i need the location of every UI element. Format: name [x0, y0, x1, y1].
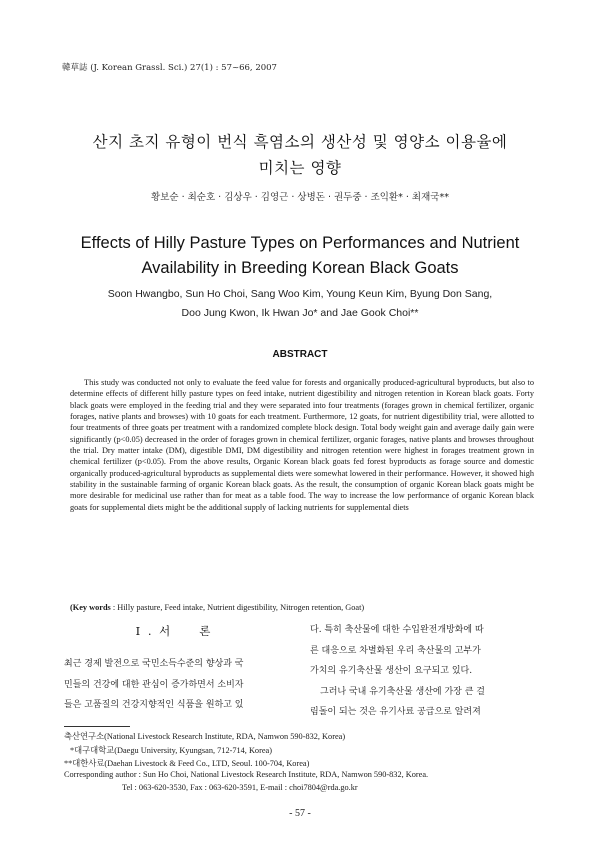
footnote-affiliation-1: 축산연구소(National Livestock Research Institute, RDA, Namwon 590-832, Korea): [64, 732, 346, 741]
english-title-line-2: Availability in Breeding Korean Black Goats: [141, 259, 459, 277]
korean-title-line-2: 미치는 영향: [258, 159, 342, 177]
right-column-line: 그러나 국내 유기축산물 생산에 가장 큰 걸: [320, 686, 485, 697]
left-column: [64, 654, 286, 716]
english-title-line-1: Effects of Hilly Pasture Types on Performances and Nutrient: [80, 234, 520, 252]
footnote-corresponding-author: Corresponding author : Sun Ho Choi, National Livestock Research Institute, RDA, Namwon 590-832, Korea.: [64, 770, 429, 779]
footnote-contact: Tel : 063-620-3530, Fax : 063-620-3591, E-mail : choi7804@rda.go.kr: [122, 783, 358, 792]
keywords-label: (Key words: [70, 603, 111, 612]
left-column-line: 최근 경제 발전으로 국민소득수준의 향상과 국: [64, 659, 244, 669]
section-heading-introduction: I . 서 론: [135, 624, 213, 638]
right-column-line: 다. 특히 축산물에 대한 수입완전개방화에 따: [310, 625, 484, 635]
footnote-affiliation-2: *대구대학교(Daegu University, Kyungsan, 712-714, Korea): [70, 746, 272, 755]
right-column-line: 림돌이 되는 것은 유기사료 공급으로 알려져: [310, 707, 481, 717]
page-number: - 57 -: [289, 808, 311, 819]
abstract-body: This study was conducted not only to evaluate the feed value for forests and organically produced-agricultural byproducts, but also to determine effects of different hilly pasture types on feed intake, nutrient digestibility and nitrogen retention in Korean black goats. Forty black goats were employed in the feeding trial and they were separated into four treatments (forages grown in chemical fertilizer, organic forages, native plants and browses) with 10 goats for each treatment. Furthermore, 12 goats, for nutrient digestibility trial, were allotted to four treatments of three goats per treatment with a randomized complete block design. Total body weight gain and average daily gain were significantly (p<0.05) decreased in the order of forages grown in chemical fertilizer, organic forages, native plants and browses throughout the trial. Dry matter intake (DM), digestible DMI, DM digestibility and nitrogen retention were highest in forages treatment grown in chemical fertilizer (p<0.05). From the above results, Organic Korean black goats fed forest byproducts as forage source and domestic organically produced-agricultural byproducts as supplemental diets were somewhat lowered in their performance. However, it showed high stability in the sustainable farming of organic Korean black goats. As the result, the consumption of organic Korean black goats might be more desirable for medicinal use rather than for meat as a table food. The way to increase the low performance of organic Korean black goats for supplemental diets might be the additional supply of lacking nutrients for supplemental diets: [70, 378, 534, 512]
korean-authors: 황보순 · 최순호 · 김상우 · 김영근 · 상병돈 · 권두중 · 조익환* · 최재국**: [151, 192, 449, 203]
right-column-line: 른 대응으로 차별화된 우리 축산물의 고부가: [310, 645, 481, 656]
keywords: [70, 603, 540, 612]
footnote-divider: [64, 726, 130, 727]
left-column-line: 민들의 건강에 대한 관심이 증가하면서 소비자: [64, 679, 244, 690]
journal-citation: 韓草誌 (J. Korean Grassl. Sci.) 27(1) : 57~66, 2007: [62, 63, 277, 73]
english-authors-line-1: Soon Hwangbo, Sun Ho Choi, Sang Woo Kim, Young Keun Kim, Byung Don Sang,: [107, 288, 493, 300]
korean-title-line-1: 산지 초지 유형이 번식 흑염소의 생산성 및 영양소 이용율에: [92, 133, 508, 151]
left-column-line: 들은 고품질의 건강지향적인 식품을 원하고 있: [64, 700, 244, 710]
right-column: [310, 620, 538, 723]
keywords-text: : Hilly pasture, Feed intake, Nutrient digestibility, Nitrogen retention, Goat): [110, 603, 365, 612]
right-column-line: 가치의 유기축산물 생산이 요구되고 있다.: [310, 666, 473, 676]
abstract-heading: ABSTRACT: [272, 349, 328, 360]
english-authors-line-2: Doo Jung Kwon, Ik Hwan Jo* and Jae Gook Choi**: [181, 307, 419, 319]
footnote-affiliation-3: **대한사료(Daehan Livestock & Feed Co., LTD, Seoul. 100-704, Korea): [64, 759, 310, 768]
